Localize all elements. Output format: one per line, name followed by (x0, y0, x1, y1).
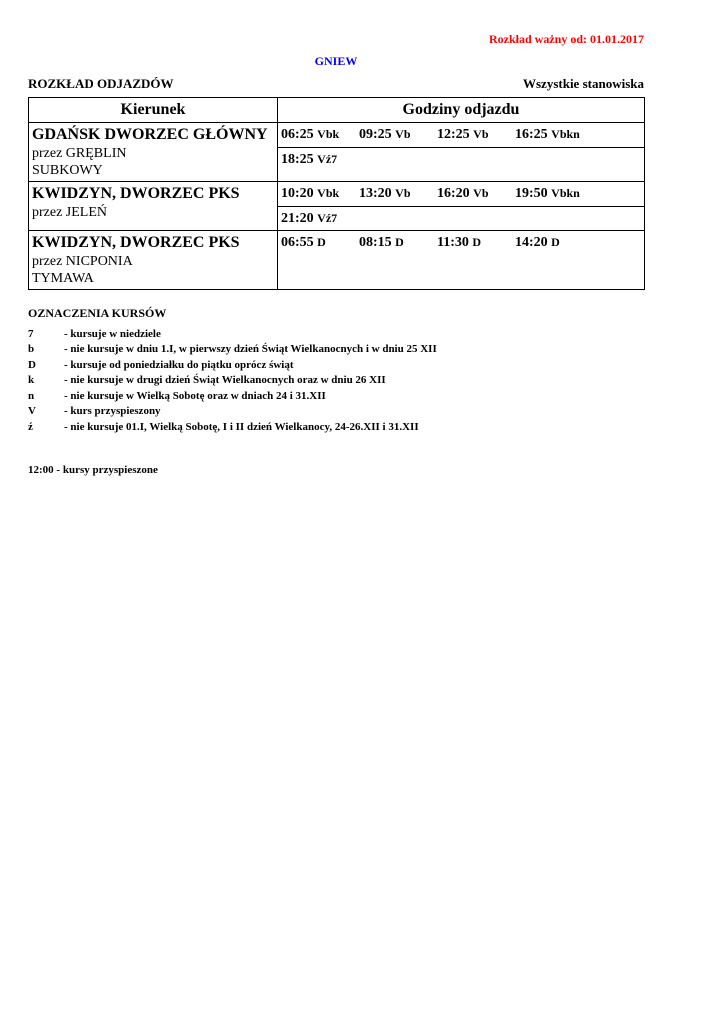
departure-hour: 06:55 (281, 235, 314, 250)
departure-hour: 11:30 (437, 235, 469, 250)
departure-hour: 13:20 (359, 186, 392, 201)
legend-item (28, 326, 437, 342)
departure-mark: Vbk (317, 186, 340, 200)
route-via: przez JELEŃ (32, 205, 108, 220)
departure-hour: 06:25 (281, 127, 314, 142)
departure-time (359, 127, 437, 143)
legend-symbol: b (28, 343, 35, 356)
legend-symbol: k (28, 374, 35, 387)
route-via: przez GRĘBLIN (32, 146, 127, 161)
departure-mark: D (317, 235, 326, 249)
route-destination: GDAŃSK DWORZEC GŁÓWNY (32, 126, 268, 143)
legend-symbol: D (28, 358, 36, 371)
legend-item (28, 357, 437, 373)
route-via: SUBKOWY (32, 163, 103, 178)
footer-note (28, 464, 158, 476)
legend-text: - kursuje od poniedziałku do piątku oprócz świąt (64, 358, 294, 371)
departure-mark: Vb (473, 186, 489, 200)
route-destination: KWIDZYN, DWORZEC PKS (32, 234, 240, 251)
departure-hour: 10:20 (281, 186, 314, 201)
legend-text: - nie kursuje w dniu 1.I, w pierwszy dzień Świąt Wielkanocnych i w dniu 25 XII (64, 343, 437, 356)
departure-time (281, 211, 359, 227)
legend-text: - nie kursuje 01.I, Wielką Sobotę, I i II dzień Wielkanocy, 24-26.XII i 31.XII (64, 420, 419, 433)
departure-time (515, 186, 593, 202)
departure-hour: 09:25 (359, 127, 392, 142)
departure-line (278, 123, 644, 147)
departure-time (281, 186, 359, 202)
departure-hour: 12:25 (437, 127, 470, 142)
departure-hour: 18:25 (281, 151, 314, 167)
header-direction: Kierunek (29, 98, 278, 122)
departure-time (437, 127, 515, 143)
legend-item (28, 404, 437, 420)
departure-time (359, 186, 437, 202)
legend-item (28, 342, 437, 358)
departure-time (437, 235, 515, 251)
route-direction (29, 231, 278, 289)
route-row (29, 230, 644, 289)
departure-hour: 08:15 (359, 235, 392, 250)
departure-mark: Vź7 (317, 151, 338, 166)
departure-mark: Vb (473, 127, 489, 141)
departure-time (515, 235, 593, 251)
legend-text: - nie kursuje w drugi dzień Świąt Wielkanocnych oraz w dniu 26 XII (64, 374, 386, 387)
route-row (29, 181, 644, 230)
route-times (278, 182, 644, 230)
legend-title: OZNACZENIA KURSÓW (28, 306, 167, 320)
departure-time (515, 127, 593, 143)
departure-line (278, 206, 644, 230)
departure-mark: Vb (395, 127, 411, 141)
legend-text: - nie kursuje w Wielką Sobotę oraz w dniach 24 i 31.XII (64, 389, 326, 402)
departure-hour: 19:50 (515, 186, 548, 201)
route-times (278, 123, 644, 181)
departure-mark: Vbkn (551, 186, 580, 200)
route-row (29, 122, 644, 181)
departure-line (278, 182, 644, 206)
departure-mark: Vbk (317, 127, 340, 141)
departure-mark: Vb (395, 186, 411, 200)
departure-hour: 14:20 (515, 235, 548, 250)
city-name: GNIEW (314, 54, 358, 68)
footer-time: 12:00 (28, 464, 54, 476)
route-times (278, 231, 644, 289)
legend-item (28, 373, 437, 389)
departure-time (281, 127, 359, 143)
departure-mark: Vź7 (317, 210, 338, 225)
stations-label: Wszystkie stanowiska (523, 76, 644, 91)
legend-symbol: V (28, 405, 36, 418)
legend-text: - kursuje w niedziele (64, 327, 161, 340)
legend-item (28, 419, 437, 435)
departure-mark: Vbkn (551, 127, 580, 141)
departure-time (281, 235, 359, 251)
route-direction (29, 182, 278, 230)
page-title: ROZKŁAD ODJAZDÓW (28, 76, 174, 91)
departure-mark: D (551, 235, 560, 249)
route-destination: KWIDZYN, DWORZEC PKS (32, 185, 240, 202)
footer-text: - kursy przyspieszone (56, 464, 158, 476)
table-header (29, 98, 644, 122)
route-via: przez NICPONIA (32, 254, 133, 269)
departure-time (281, 152, 359, 168)
departure-hour: 16:25 (515, 127, 548, 142)
route-direction (29, 123, 278, 181)
departure-hour: 16:20 (437, 186, 470, 201)
valid-from-date: Rozkład ważny od: 01.01.2017 (488, 32, 644, 46)
legend-list (28, 326, 437, 435)
departure-time (437, 186, 515, 202)
departure-mark: D (395, 235, 404, 249)
legend-symbol: ź (28, 420, 33, 433)
departure-line (278, 147, 644, 171)
departure-mark: D (472, 235, 482, 249)
departure-line (278, 231, 644, 255)
legend-symbol: n (28, 389, 35, 402)
departure-hour: 21:20 (281, 210, 314, 226)
legend-item (28, 388, 437, 404)
header-departure-times: Godziny odjazdu (402, 101, 520, 118)
legend-text: - kurs przyspieszony (64, 405, 161, 418)
legend-symbol: 7 (28, 327, 34, 340)
departure-time (359, 235, 437, 251)
route-via: TYMAWA (32, 271, 94, 286)
departures-table (28, 97, 645, 290)
